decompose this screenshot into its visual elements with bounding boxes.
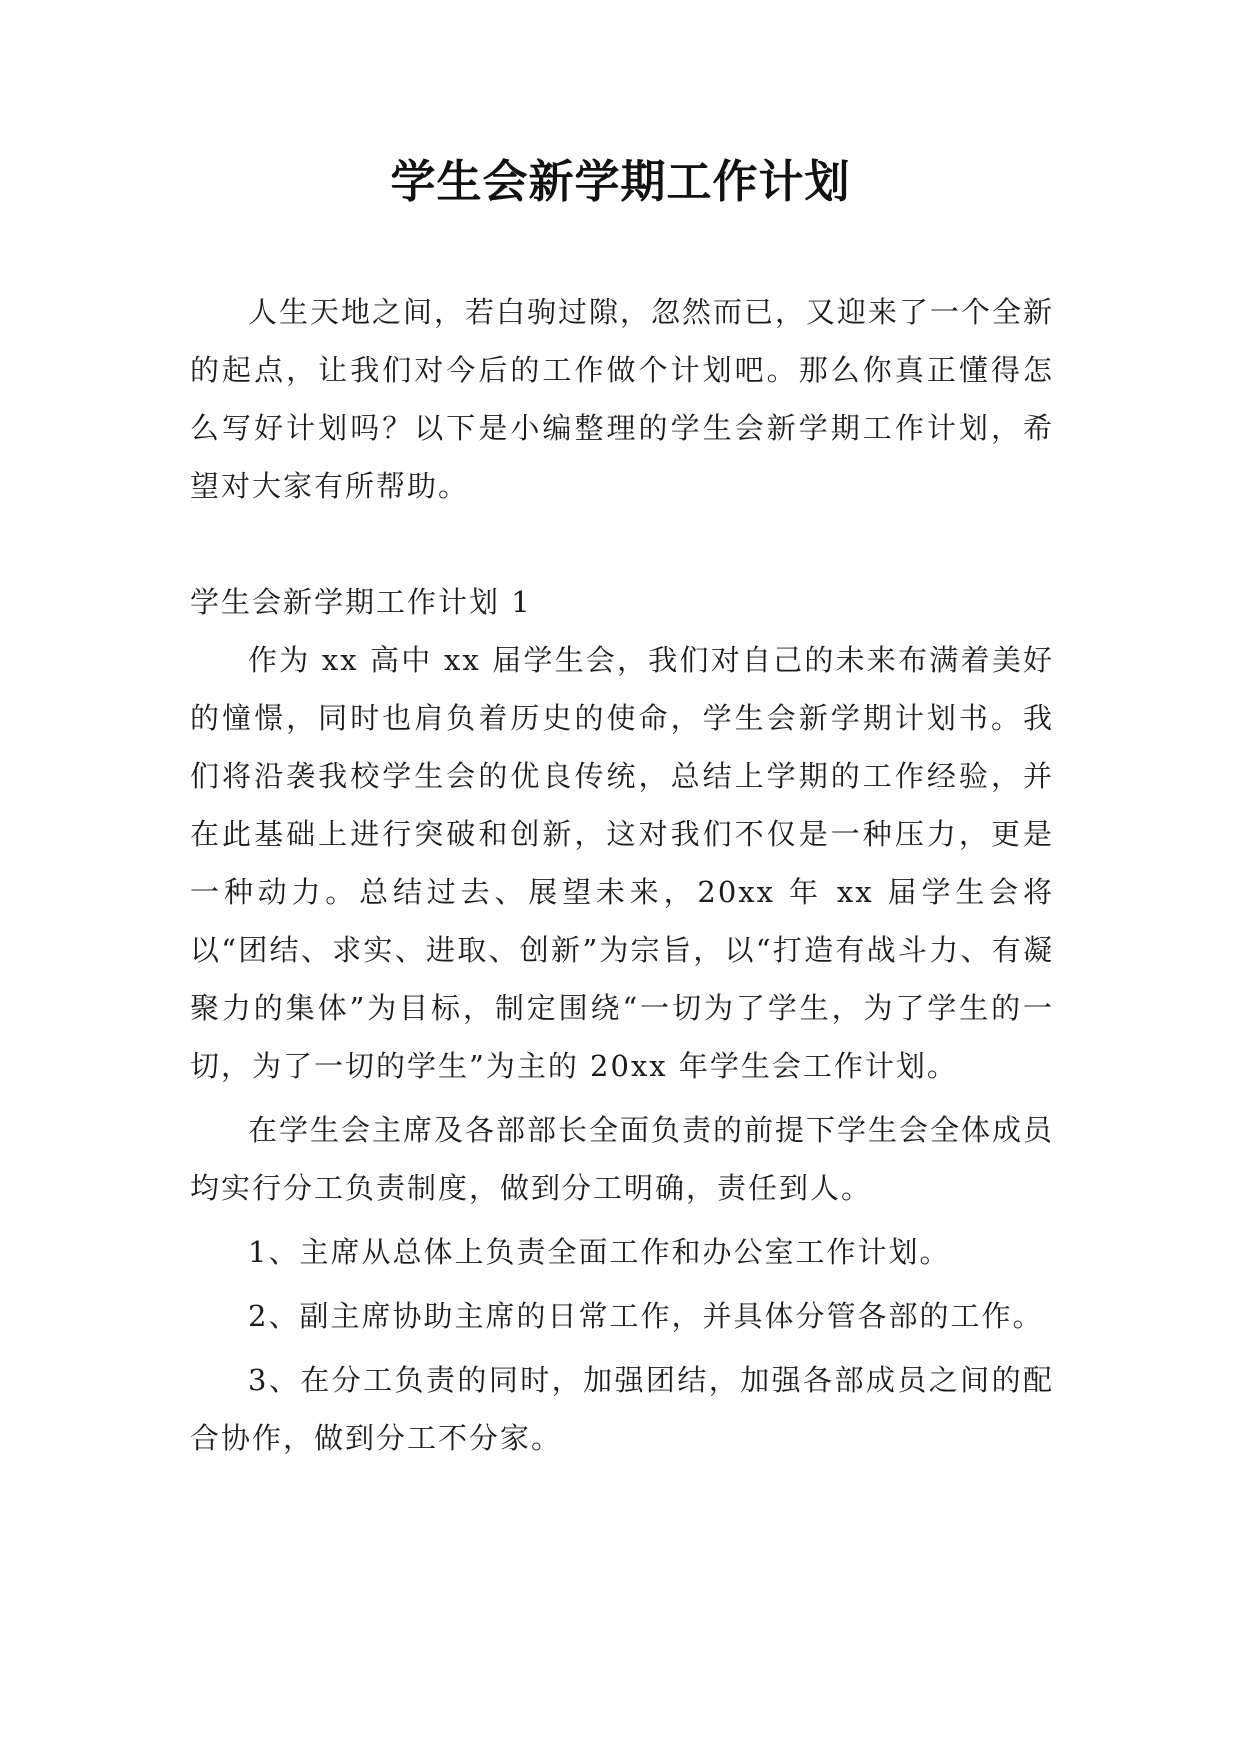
intro-paragraph: 人生天地之间，若白驹过隙，忽然而已，又迎来了一个全新的起点，让我们对今后的工作做个计划吧。那么你真正懂得怎么写好计划吗？以下是小编整理的学生会新学期工作计划，希望对大家有所帮助。 xyxy=(190,295,1055,503)
list-item-2: 2、副主席协助主席的日常工作，并具体分管各部的工作。 xyxy=(248,1299,1044,1333)
list-item-3: 3、在分工负责的同时，加强团结，加强各部成员之间的配合协作，做到分工不分家。 xyxy=(190,1363,1054,1455)
body-paragraph-2: 在学生会主席及各部部长全面负责的前提下学生会全体成员均实行分工负责制度，做到分工明确，责任到人。 xyxy=(190,1113,1055,1205)
list-item-1: 1、主席从总体上负责全面工作和办公室工作计划。 xyxy=(248,1235,951,1269)
document-title: 学生会新学期工作计划 xyxy=(390,155,851,208)
document-body xyxy=(190,283,1054,1467)
body-paragraph-1: 作为 xx 高中 xx 届学生会，我们对自己的未来布满着美好的憧憬，同时也肩负着历史的使命，学生会新学期计划书。我们将沿袭我校学生会的优良传统，总结上学期的工作经验，并在此基础上进行突破和创新，这对我们不仅是一种压力，更是一种动力。总结过去、展望未来，20xx 年 xx 届学生会将以“团结、求实、进取、创新”为宗旨，以“打造有战斗力、有凝聚力的集体”为目标，制定围绕“一切为了学生，为了学生的一切，为了一切的学生”为主的 20xx 年学生会工作计划。 xyxy=(190,643,1054,1083)
section-heading: 学生会新学期工作计划 1 xyxy=(190,585,532,619)
